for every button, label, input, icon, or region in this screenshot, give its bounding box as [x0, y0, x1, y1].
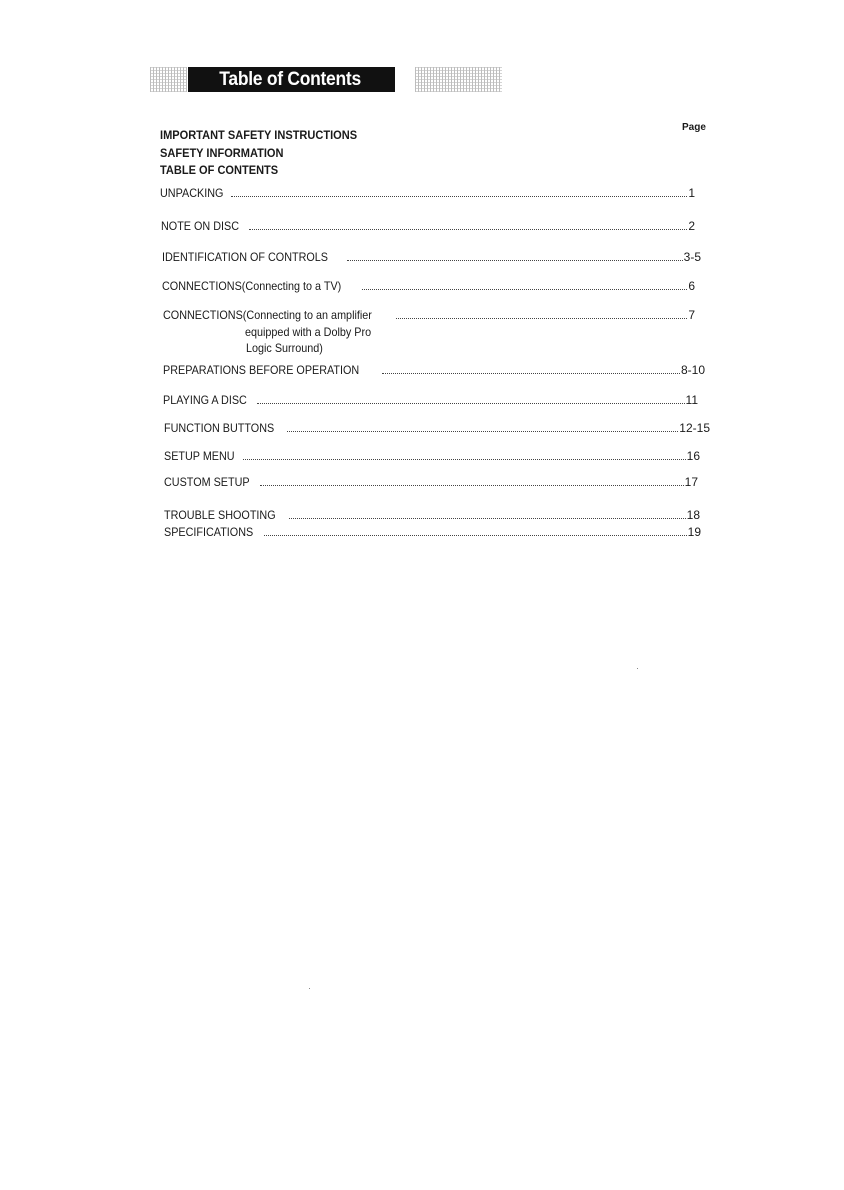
toc-entry-page: 19	[687, 525, 701, 539]
toc-leader-dots	[260, 485, 684, 486]
preface-item: SAFETY INFORMATION	[160, 145, 284, 160]
toc-entry[interactable]	[164, 421, 710, 435]
preface-item: TABLE OF CONTENTS	[160, 163, 279, 177]
toc-entry-page: 18	[686, 508, 700, 522]
toc-entry-page: 17	[684, 475, 698, 489]
toc-leader-dots	[231, 196, 687, 197]
toc-entry[interactable]	[163, 393, 698, 407]
toc-leader-dots	[347, 260, 682, 261]
toc-entry-label: SETUP MENU	[164, 449, 235, 463]
toc-leader-dots	[289, 518, 686, 519]
scan-speck	[637, 668, 638, 669]
toc-entry[interactable]	[162, 279, 695, 293]
toc-entry-label: FUNCTION BUTTONS	[164, 421, 275, 435]
toc-entry-label: CONNECTIONS(Connecting to a TV)	[162, 279, 342, 293]
preface-list	[160, 127, 357, 180]
toc-leader-dots	[287, 431, 678, 432]
toc-entry-label: CONNECTIONS(Connecting to an amplifier	[163, 308, 372, 322]
header-stripe-left	[150, 67, 187, 92]
toc-entry-continuation: equipped with a Dolby Pro	[245, 325, 372, 339]
toc-leader-dots	[249, 229, 688, 230]
toc-entry-label: CUSTOM SETUP	[164, 475, 250, 489]
header-band	[150, 67, 502, 92]
toc-entry[interactable]	[162, 250, 701, 264]
toc-entry-page: 3-5	[683, 250, 701, 264]
toc-entry[interactable]	[161, 219, 695, 233]
toc-entry-page: 12-15	[679, 421, 710, 435]
toc-entry-page: 8-10	[680, 363, 705, 377]
toc-leader-dots	[362, 289, 687, 290]
toc-leader-dots	[257, 403, 684, 404]
toc-entry-continuation: Logic Surround)	[246, 341, 323, 355]
toc-entry-label: PREPARATIONS BEFORE OPERATION	[163, 363, 360, 377]
toc-entry[interactable]	[160, 186, 695, 200]
toc-leader-dots	[382, 373, 680, 374]
toc-entry[interactable]	[163, 308, 695, 322]
toc-leader-dots	[243, 459, 685, 460]
toc-entry-label: SPECIFICATIONS	[164, 525, 254, 539]
toc-entry-page: 7	[688, 308, 695, 322]
toc-entry-label: TROUBLE SHOOTING	[164, 508, 276, 522]
toc-entry-page: 16	[686, 449, 700, 463]
toc-entry[interactable]	[164, 525, 701, 539]
toc-entry-page: 6	[688, 279, 695, 293]
toc-entry-label: NOTE ON DISC	[161, 219, 240, 233]
scan-speck	[309, 988, 310, 989]
header-stripe-right	[415, 67, 502, 92]
toc-entry[interactable]	[164, 449, 700, 463]
toc-entry-label: PLAYING A DISC	[163, 393, 247, 407]
toc-entry-page: 11	[685, 393, 698, 407]
page-column-label: Page	[682, 122, 706, 133]
page-title: Table of Contents	[188, 67, 395, 92]
toc-entry[interactable]	[163, 363, 705, 377]
toc-entry[interactable]	[164, 475, 698, 489]
toc-entry-label: UNPACKING	[160, 186, 224, 200]
toc-entry-label: IDENTIFICATION OF CONTROLS	[162, 250, 329, 264]
toc-leader-dots	[264, 535, 687, 536]
toc-entry-page: 2	[688, 219, 695, 233]
toc-leader-dots	[396, 318, 687, 319]
toc-entry-page: 1	[688, 186, 695, 200]
preface-item: IMPORTANT SAFETY INSTRUCTIONS	[160, 128, 358, 142]
toc-entry[interactable]	[164, 508, 700, 522]
